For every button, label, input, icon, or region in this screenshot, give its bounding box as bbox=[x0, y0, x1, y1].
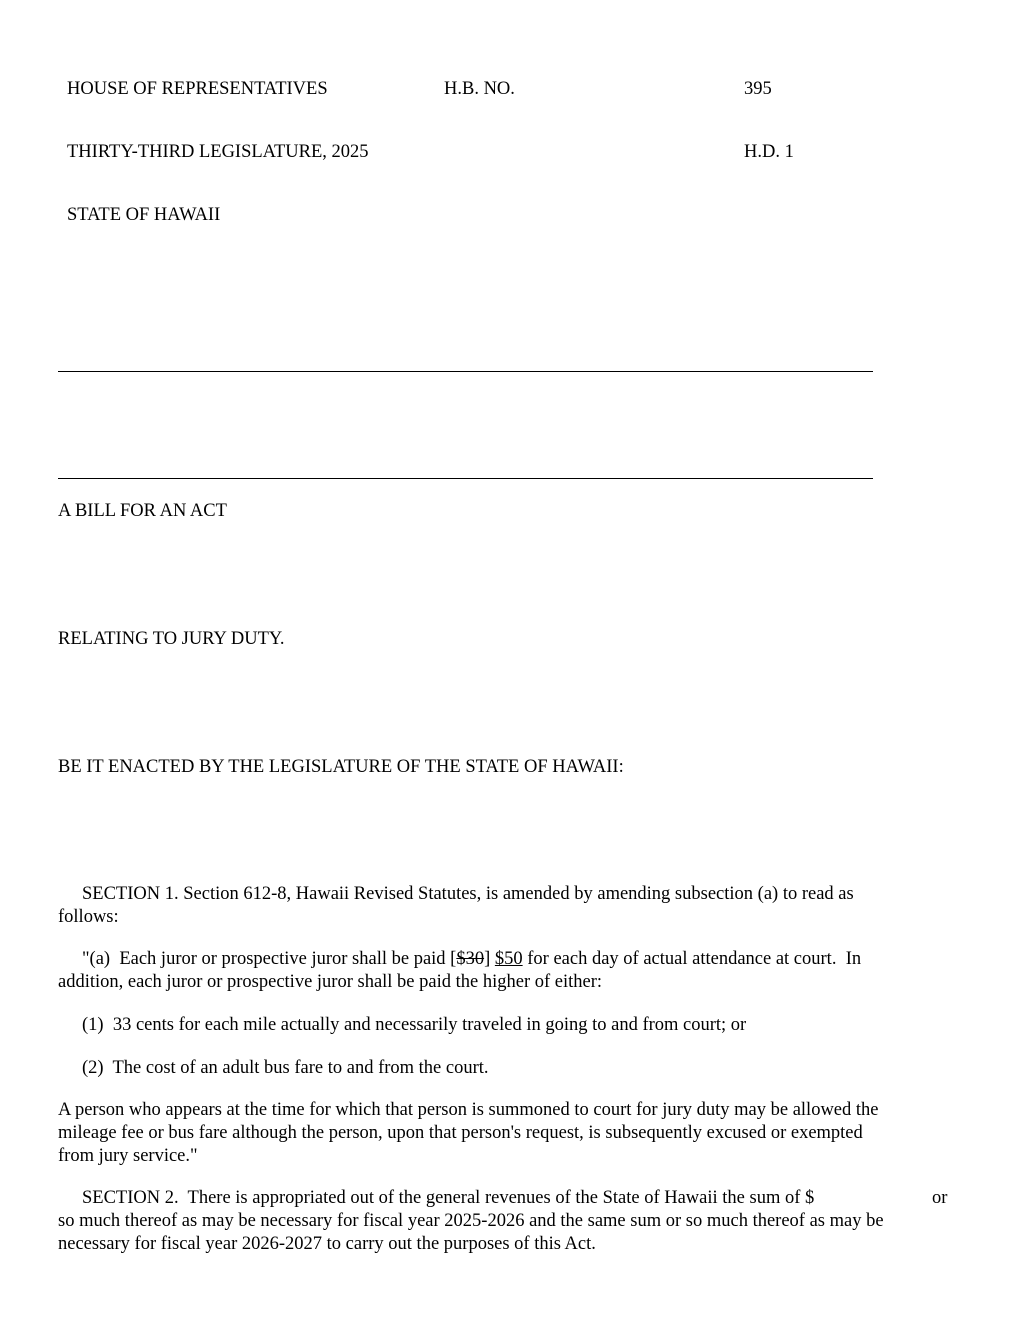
closing-line-2: mileage fee or bus fare although the person, upon that person's request, is subsequently excused or exempted bbox=[58, 1123, 863, 1143]
section-2-line3: necessary for fiscal year 2026-2027 to carry out the purposes of this Act. bbox=[58, 1234, 596, 1254]
bill-number-label: H.B. NO. bbox=[444, 79, 515, 99]
bracket-close: ] bbox=[484, 949, 495, 969]
list-item-2: (2) The cost of an adult bus fare to and from the court. bbox=[82, 1058, 489, 1078]
subsection-a-line2: addition, each juror or prospective juror shall be paid the higher of either: bbox=[58, 972, 603, 992]
section-1-intro-line2: follows: bbox=[58, 907, 119, 927]
enacting-clause: BE IT ENACTED BY THE LEGISLATURE OF THE STATE OF HAWAII: bbox=[58, 757, 624, 777]
section-2 bbox=[58, 1187, 958, 1256]
section-1-intro bbox=[58, 883, 958, 929]
subsection-a-start: "(a) Each juror or prospective juror shall be paid [ bbox=[82, 949, 457, 969]
new-amount: $50 bbox=[494, 949, 523, 969]
draft-number: H.D. 1 bbox=[744, 142, 794, 162]
list-item-1: (1) 33 cents for each mile actually and necessarily traveled in going to and from court; or bbox=[82, 1015, 747, 1035]
section-2-line1-start: SECTION 2. There is appropriated out of the general revenues of the State of Hawaii the sum of $ bbox=[82, 1188, 815, 1208]
section-1-intro-line1: SECTION 1. Section 612-8, Hawaii Revised Statutes, is amended by amending subsection (a) to read as bbox=[82, 884, 854, 904]
closing-line-1: A person who appears at the time for which that person is summoned to court for jury duty may be allowed the bbox=[58, 1100, 879, 1120]
section-2-line1-end: or bbox=[932, 1188, 948, 1208]
bill-for-an-act: A BILL FOR AN ACT bbox=[58, 501, 227, 521]
divider-bottom bbox=[58, 478, 873, 479]
subsection-a-line1 bbox=[58, 948, 958, 971]
subsection-a bbox=[58, 948, 958, 994]
chamber-label: HOUSE OF REPRESENTATIVES bbox=[67, 79, 328, 99]
bill-number: 395 bbox=[744, 79, 772, 99]
section-2-line2: so much thereof as may be necessary for fiscal year 2025-2026 and the same sum or so much thereof as may be bbox=[58, 1211, 884, 1231]
closing-line-3: from jury service." bbox=[58, 1146, 198, 1166]
subsection-a-closing bbox=[58, 1099, 958, 1168]
state-label: STATE OF HAWAII bbox=[67, 205, 221, 225]
deleted-amount: $30 bbox=[456, 949, 485, 969]
bill-title: RELATING TO JURY DUTY. bbox=[58, 629, 285, 649]
divider-top bbox=[58, 371, 873, 372]
subsection-a-end: for each day of actual attendance at court. In bbox=[522, 949, 862, 969]
section-2-line1 bbox=[58, 1187, 958, 1210]
legislature-label: THIRTY-THIRD LEGISLATURE, 2025 bbox=[67, 142, 369, 162]
